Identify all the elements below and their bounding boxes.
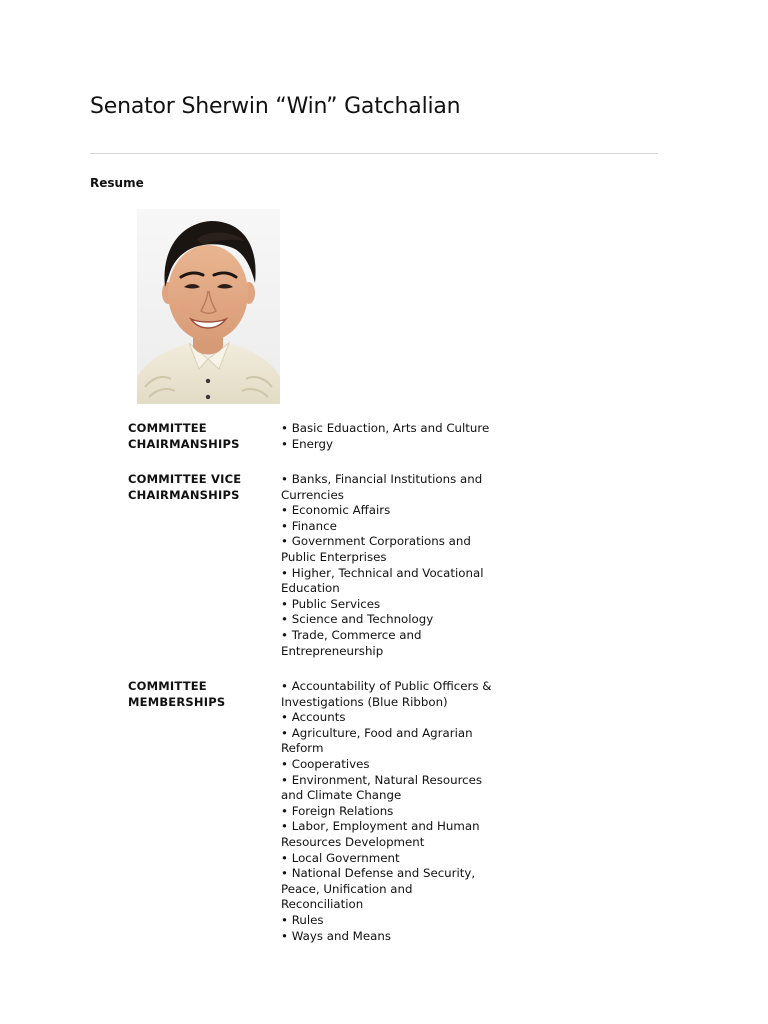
list-item: • Accounts [281,710,496,726]
list-item: • Government Corporations and Public Enterprises [281,534,496,565]
committee-memberships-list [281,679,496,944]
committee-vice-chairmanships-list [281,472,496,659]
list-item: • Cooperatives [281,757,496,773]
list-item: • Foreign Relations [281,804,496,820]
list-item: • Rules [281,913,496,929]
list-item: • Agriculture, Food and Agrarian Reform [281,726,496,757]
list-item: • Ways and Means [281,929,496,945]
list-item: • Basic Eduaction, Arts and Culture [281,421,496,437]
list-item: • Banks, Financial Institutions and Currencies [281,472,496,503]
list-item: • Economic Affairs [281,503,496,519]
list-item: • Higher, Technical and Vocational Education [281,566,496,597]
list-item: • Local Government [281,851,496,867]
list-item: • Accountability of Public Officers & Investigations (Blue Ribbon) [281,679,496,710]
list-item: • Environment, Natural Resources and Climate Change [281,773,496,804]
list-item: • National Defense and Security, Peace, Unification and Reconciliation [281,866,496,913]
list-item: • Labor, Employment and Human Resources Development [281,819,496,850]
list-item: • Trade, Commerce and Entrepreneurship [281,628,496,659]
page-title: Senator Sherwin “Win” Gatchalian [90,94,461,119]
committee-memberships-label: COMMITTEE MEMBERSHIPS [128,679,226,709]
committee-vice-chairmanships-label: COMMITTEE VICE CHAIRMANSHIPS [128,472,242,502]
committee-chairmanships-list [281,421,496,452]
list-item: • Energy [281,437,496,453]
list-item: • Science and Technology [281,612,496,628]
list-item: • Public Services [281,597,496,613]
section-label-resume: Resume [90,176,144,190]
list-item: • Finance [281,519,496,535]
title-divider [90,153,658,154]
senator-portrait-photo [137,209,280,404]
committee-chairmanships-label: COMMITTEE CHAIRMANSHIPS [128,421,240,451]
